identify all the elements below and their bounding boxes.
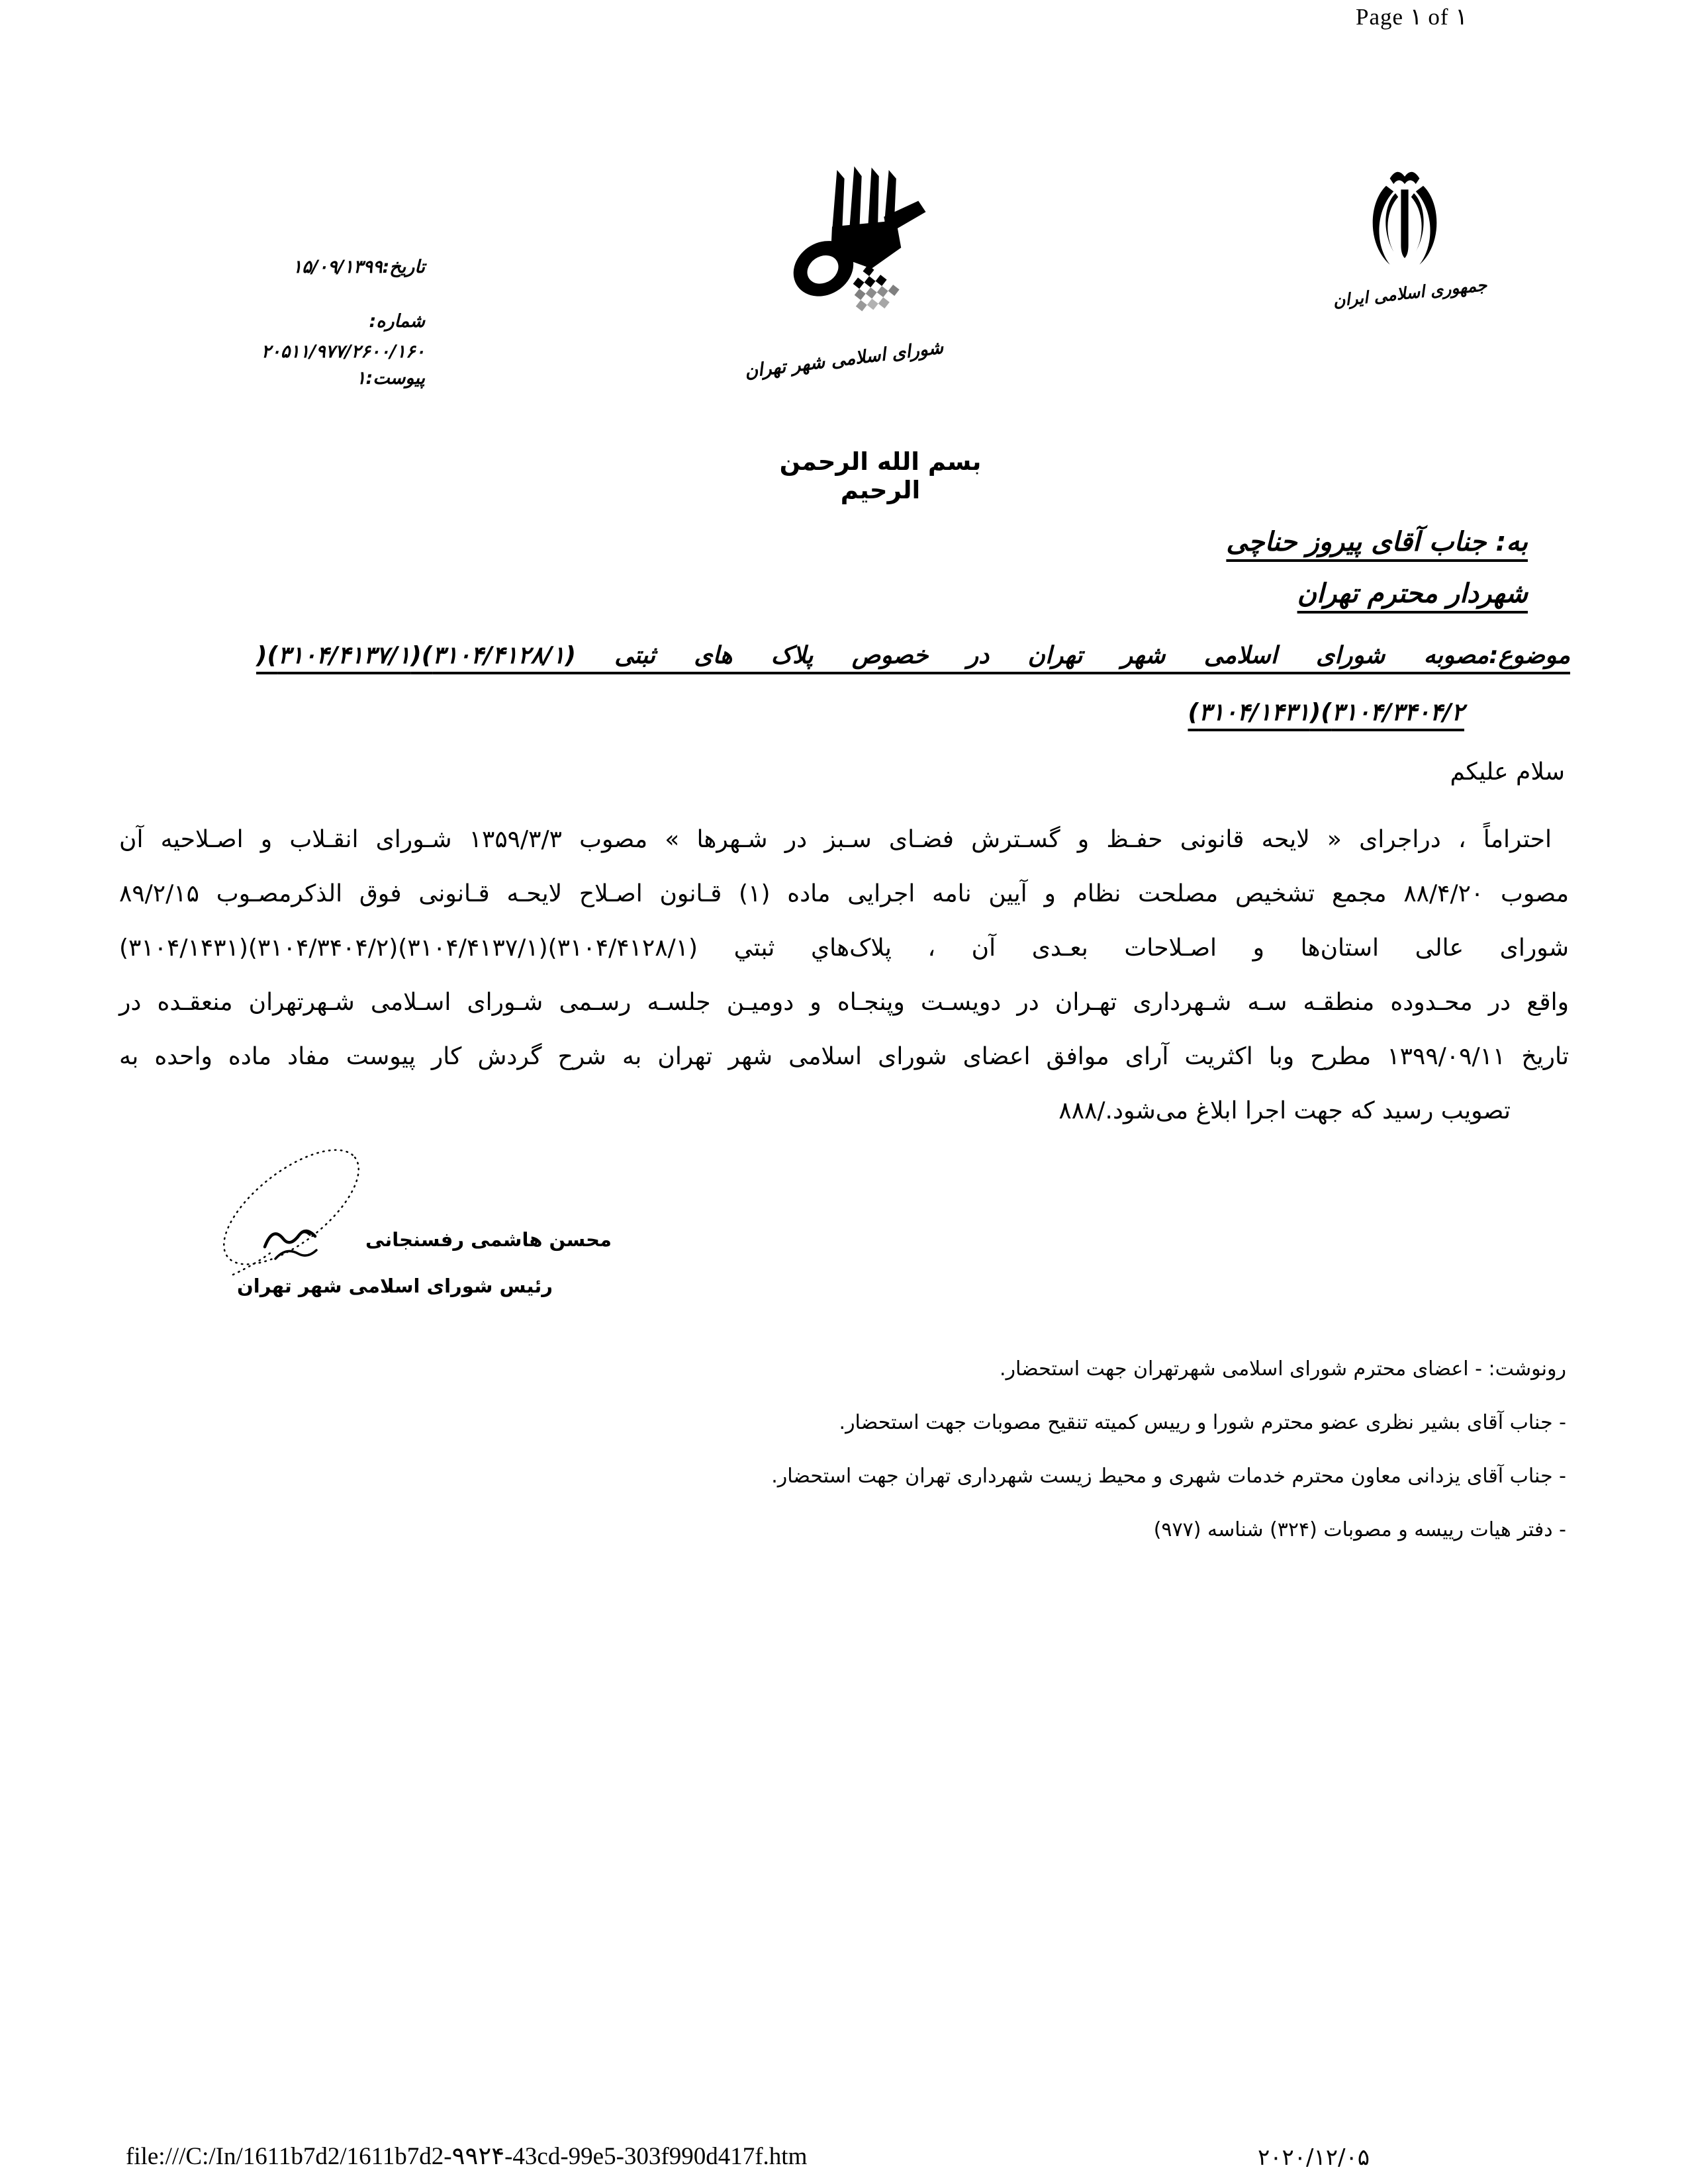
cc-line: - دفتر هیات رییسه و مصوبات (۳۲۴) شناسه (۹۷۷) <box>1153 1518 1566 1541</box>
letter-body <box>119 813 1569 1138</box>
council-logo-caption: شورای اسلامی شهر تهران <box>743 337 945 383</box>
body-line: شورای عالی استان‌ها و اصـلاحات بعـدی آن ، پلاک‌هاي ثبتي (۳۱۰۴/۴۱۲۸/۱)(۳۱۰۴/۴۱۳۷/۱)(۳۱۰۴/۳۴۰۴/۲)(۳۱۰۴/۱۴۳۱) <box>119 934 1569 962</box>
signer-name: محسن هاشمی رفسنجانی <box>365 1228 612 1251</box>
bismillah-line: بسم الله الرحمن الرحیم <box>779 447 982 504</box>
subject-line-1: موضوع:مصوبه شورای اسلامی شهر تهران در خصوص پلاک های ثبتی (۳۱۰۴/۴۱۲۸/۱)(۳۱۰۴/۴۱۳۷/۱)( <box>256 642 1570 669</box>
recipient-block <box>1226 516 1528 619</box>
iran-national-emblem-icon <box>1349 165 1460 289</box>
date-field: تاریخ:۱۵/۰۹/۱۳۹۹ <box>292 257 425 277</box>
iran-emblem-caption: جمهوری اسلامی ایران <box>1332 275 1488 311</box>
subject-line-2: ۳۱۰۴/۳۴۰۴/۲)(۳۱۰۴/۱۴۳۱) <box>1188 699 1464 726</box>
body-line: تاریخ ۱۳۹۹/۰۹/۱۱ مطرح وبا اکثریت آرای موافق اعضای شورای اسلامی شهر تهران به شرح گردش کار پیوست مفاد ماده واحده به <box>119 1043 1570 1070</box>
body-line: احتراماً ، دراجرای « لایحه قانونی حفـظ و گسـترش فضـای سـبز در شـهرها » مصوب ۱۳۵۹/۳/۳ شـورای انقـلاب و اصـلاحیه آن <box>119 826 1552 853</box>
body-line: تصویب رسید که جهت اجرا ابلاغ می‌شود./۸۸۸ <box>1058 1097 1511 1124</box>
print-file-url: file:///C:/In/1611b7d2/1611b7d2-۹۹۲۴-43cd-99e5-303f990d417f.htm <box>126 2143 808 2170</box>
print-date: ۲۰۲۰/۱۲/۰۵ <box>1258 2144 1370 2171</box>
recipient-title-line: شهردار محترم تهران <box>1297 578 1528 609</box>
salutation-line: سلام علیکم <box>1450 758 1565 786</box>
print-page-counter: Page ۱ of ۱ <box>1356 4 1468 30</box>
cc-line: - جناب آقای بشیر نظری عضو محترم شورا و رییس کمیته تنقیح مصوبات جهت استحضار. <box>839 1411 1566 1434</box>
attachment-field: پیوست:۱ <box>355 368 425 388</box>
number-label: شماره: <box>369 311 425 332</box>
cc-list <box>639 1342 1566 1557</box>
cc-line: رونوشت: - اعضای محترم شورای اسلامی شهرتهران جهت استحضار. <box>999 1357 1566 1381</box>
body-line: واقع در محـدوده منطقـه سـه شـهرداری تهـران در دویسـت وپنجـاه و دومیـن جلسـه رسـمی شـورای اسـلامی شـهرتهران منعقـده در <box>119 989 1569 1016</box>
number-value: ۲۰۵۱۱/۹۷۷/۲۶۰۰/۱۶۰ <box>261 341 425 362</box>
cc-line: - جناب آقای یزدانی معاون محترم خدمات شهری و محیط زیست شهرداری تهران جهت استحضار. <box>771 1465 1566 1488</box>
subject-block <box>120 627 1570 741</box>
tehran-council-logo-icon <box>780 160 929 341</box>
body-line: مصوب ۸۸/۴/۲۰ مجمع تشخیص مصلحت نظام و آیین نامه اجرایی ماده (۱) قـانون اصـلاح لایحـه قـانونی فوق الذکرمصـوب ۸۹/۲/۱۵ <box>119 880 1570 907</box>
signer-role: رئیس شورای اسلامی شهر تهران <box>237 1275 553 1297</box>
recipient-to-line: به: جناب آقای پیروز حناچی <box>1226 527 1528 557</box>
